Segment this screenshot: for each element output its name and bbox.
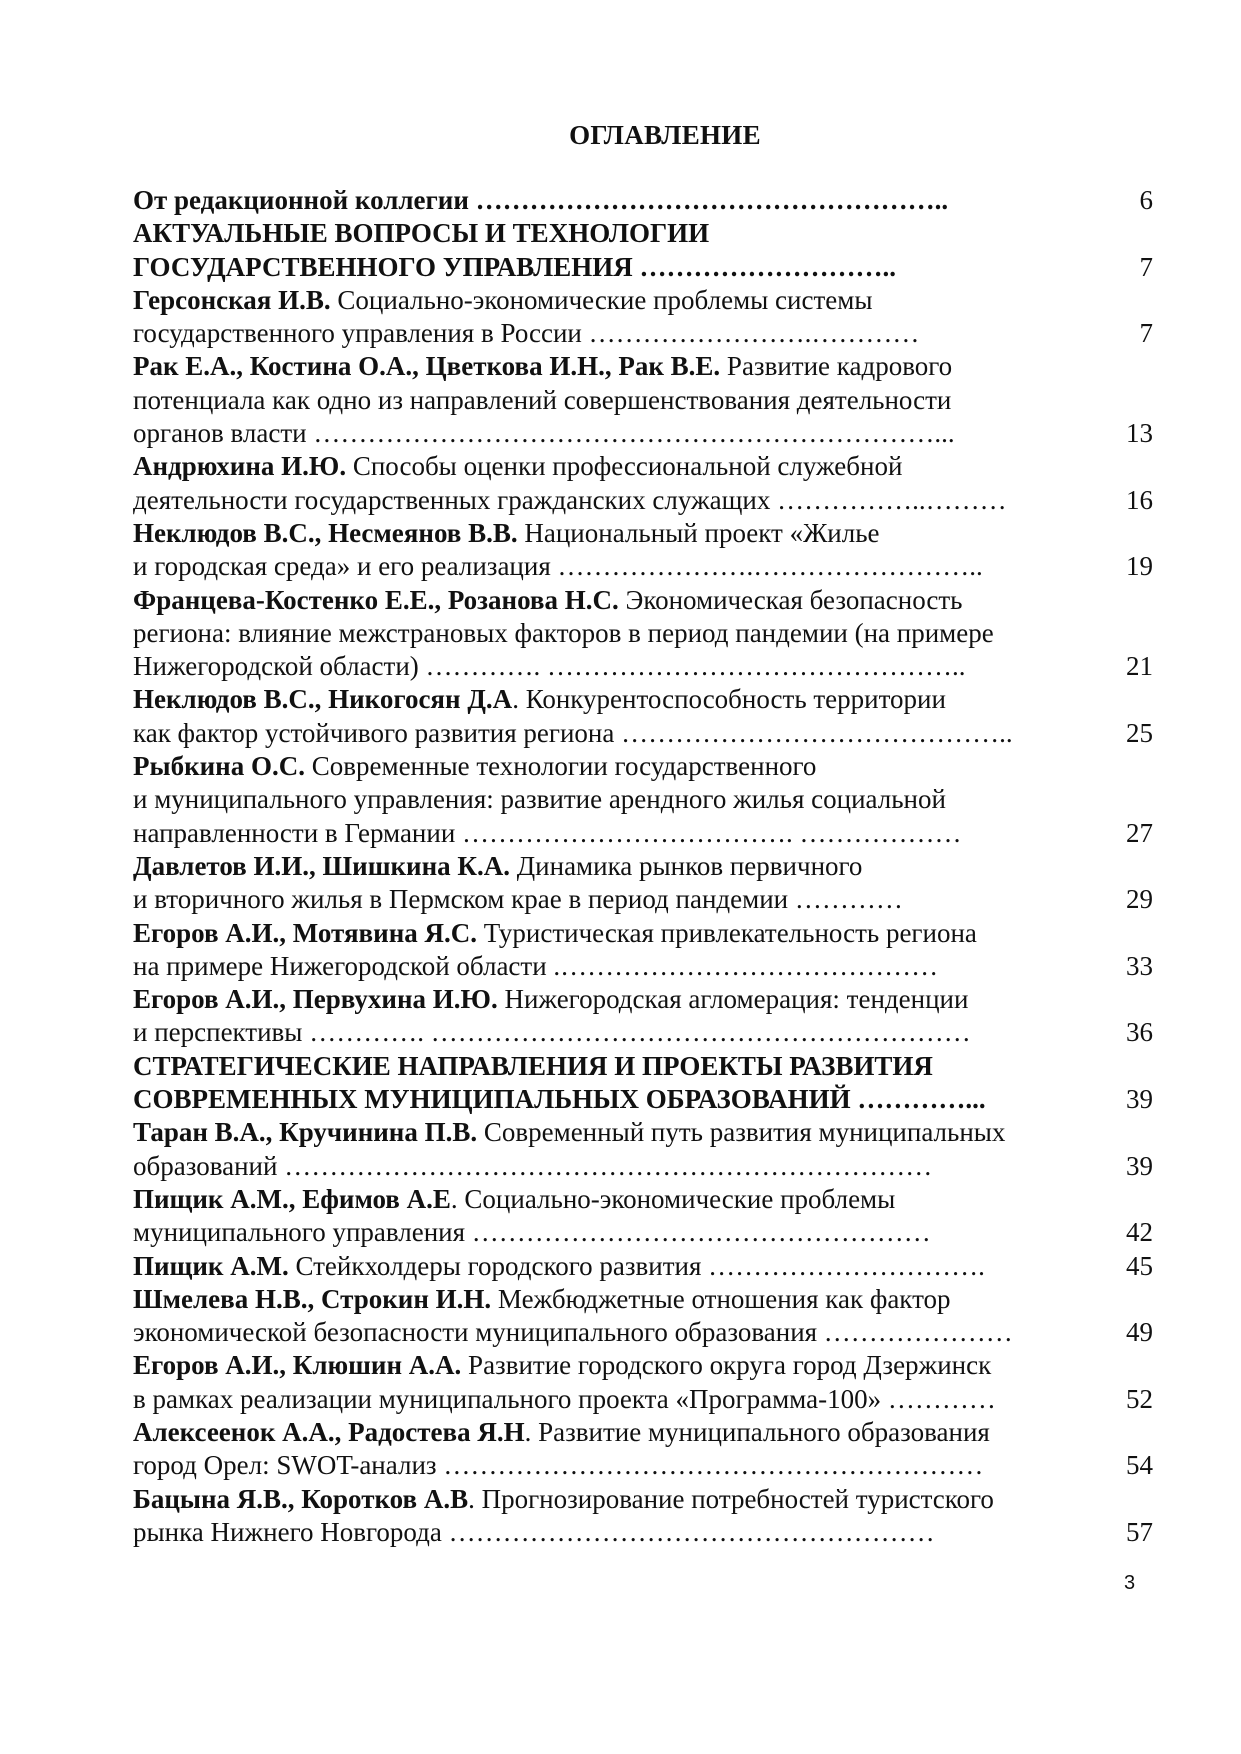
toc-line-text	[133, 850, 862, 883]
toc-line-text	[133, 1116, 1005, 1149]
toc-line-text	[133, 317, 919, 350]
toc-line	[133, 817, 1153, 850]
toc-title-text: Современный путь развития муниципальных	[477, 1117, 1006, 1148]
toc-line	[133, 750, 1153, 783]
toc-author-or-heading: Егоров А.И., Первухина И.Ю.	[133, 984, 498, 1015]
toc-line	[133, 584, 1153, 617]
toc-page-number: 33	[1126, 950, 1153, 981]
toc-author-or-heading: Алексеенок А.А., Радостева Я.Н	[133, 1416, 525, 1447]
toc-page-number: 36	[1126, 1017, 1153, 1048]
toc-title-text: . Развитие муниципального образования	[524, 1416, 990, 1447]
toc-line	[133, 983, 1153, 1016]
toc-line	[133, 184, 1153, 217]
toc-author-or-heading: Андрюхина И.Ю.	[133, 451, 347, 482]
toc-line-text	[133, 817, 962, 850]
toc-author-or-heading: Неклюдов В.С., Никогосян Д.А	[133, 684, 513, 715]
toc-line	[133, 517, 1153, 550]
toc-title-text: на примере Нижегородской области .……………………………………	[133, 950, 939, 981]
table-of-contents	[133, 184, 1153, 1549]
toc-author-or-heading: Шмелева Н.В., Строкин И.Н.	[133, 1283, 492, 1314]
toc-line	[133, 850, 1153, 883]
toc-title-text: государственного управления в России …………………….…………	[133, 318, 920, 349]
toc-line	[133, 883, 1153, 916]
toc-author-or-heading: Неклюдов В.С., Несмеянов В.В.	[133, 517, 518, 548]
toc-line-text	[133, 617, 994, 650]
toc-line	[133, 617, 1153, 650]
toc-page-number: 49	[1126, 1317, 1153, 1348]
toc-line-text	[133, 217, 709, 250]
toc-line	[133, 1050, 1153, 1083]
toc-line	[133, 1016, 1153, 1049]
toc-line-text	[133, 1150, 932, 1183]
toc-line	[133, 717, 1153, 750]
toc-line-text	[133, 1050, 933, 1083]
toc-author-or-heading: Пищик А.М.	[133, 1250, 289, 1281]
toc-line	[133, 1150, 1153, 1183]
toc-line	[133, 384, 1153, 417]
toc-title-text: образований ………………………………………………………………	[133, 1150, 933, 1181]
toc-line	[133, 1449, 1153, 1482]
toc-author-or-heading: Таран В.А., Кручинина П.В.	[133, 1117, 478, 1148]
toc-author-or-heading: Герсонская И.В.	[133, 284, 331, 315]
toc-line	[133, 550, 1153, 583]
toc-line-text	[133, 717, 1013, 750]
toc-line-text	[133, 251, 896, 284]
toc-line	[133, 650, 1153, 683]
toc-author-or-heading: ГОСУДАРСТВЕННОГО УПРАВЛЕНИЯ ………………………..	[133, 251, 896, 282]
toc-title-text: экономической безопасности муниципального образования …………………	[133, 1317, 1013, 1348]
toc-line-text	[133, 450, 902, 483]
toc-page-number: 39	[1126, 1150, 1153, 1181]
toc-title-text: органов власти ……………………………………………………………...	[133, 418, 955, 449]
toc-line-text	[133, 1483, 994, 1516]
toc-title-text: муниципального управления ……………………………………………	[133, 1217, 931, 1248]
toc-line-text	[133, 1383, 996, 1416]
toc-line-text	[133, 750, 816, 783]
toc-page-number: 39	[1126, 1084, 1153, 1115]
toc-title-text: Современные технологии государственного	[305, 751, 817, 782]
toc-line-text	[133, 650, 966, 683]
toc-title-text: Межбюджетные отношения как фактор	[491, 1283, 951, 1314]
toc-page-number: 21	[1126, 651, 1153, 682]
toc-line-text	[133, 1283, 951, 1316]
toc-line-text	[133, 1216, 931, 1249]
toc-line-text	[133, 350, 952, 383]
toc-author-or-heading: АКТУАЛЬНЫЕ ВОПРОСЫ И ТЕХНОЛОГИИ	[133, 218, 710, 249]
toc-line-text	[133, 417, 955, 450]
toc-line	[133, 1250, 1153, 1283]
toc-line-text	[133, 1083, 986, 1116]
page-number: 3	[1124, 1572, 1136, 1594]
toc-title-text: потенциала как одно из направлений совершенствования деятельности	[133, 384, 952, 415]
toc-author-or-heading: Францева-Костенко Е.Е., Розанова Н.С.	[133, 584, 619, 615]
toc-title-text: направленности в Германии ………………………………. ………………	[133, 817, 962, 848]
toc-line	[133, 217, 1153, 250]
toc-page-number: 45	[1126, 1250, 1153, 1281]
toc-title-text: Способы оценки профессиональной служебной	[346, 451, 903, 482]
toc-line-text	[133, 484, 1007, 517]
toc-line-text	[133, 1349, 991, 1382]
toc-line	[133, 317, 1153, 350]
toc-line	[133, 450, 1153, 483]
toc-line-text	[133, 184, 948, 217]
toc-line	[133, 1083, 1153, 1116]
toc-title-text: региона: влияние межстрановых факторов в период пандемии (на примере	[133, 617, 994, 648]
toc-line	[133, 683, 1153, 716]
toc-title-text: деятельности государственных гражданских служащих ……………..………	[133, 484, 1007, 515]
toc-page-number: 27	[1126, 817, 1153, 848]
toc-line-text	[133, 517, 880, 550]
toc-title-text: и муниципального управления: развитие арендного жилья социальной	[133, 784, 946, 815]
toc-title-text: как фактор устойчивого развития региона ……………………………………..	[133, 717, 1013, 748]
toc-line	[133, 484, 1153, 517]
toc-page-number: 54	[1126, 1450, 1153, 1481]
toc-line-text	[133, 917, 977, 950]
toc-author-or-heading: СТРАТЕГИЧЕСКИЕ НАПРАВЛЕНИЯ И ПРОЕКТЫ РАЗВИТИЯ	[133, 1050, 933, 1081]
toc-title-text: Динамика рынков первичного	[510, 850, 863, 881]
toc-line-text	[133, 550, 983, 583]
toc-line-text	[133, 983, 968, 1016]
toc-title-text: Экономическая безопасность	[618, 584, 963, 615]
toc-line	[133, 950, 1153, 983]
toc-line	[133, 350, 1153, 383]
toc-title-text: и вторичного жилья в Пермском крае в период пандемии …………	[133, 884, 903, 915]
toc-page-number: 16	[1126, 484, 1153, 515]
toc-title-text: и перспективы …………. ……………………………………………………	[133, 1017, 971, 1048]
toc-title-text: Развитие городского округа город Дзержинск	[461, 1350, 992, 1381]
toc-line-text	[133, 1016, 971, 1049]
toc-page-number: 57	[1126, 1516, 1153, 1547]
toc-line	[133, 1116, 1153, 1149]
toc-line	[133, 917, 1153, 950]
toc-author-or-heading: От редакционной коллегии ……………………………………………..	[133, 185, 949, 215]
toc-line-text	[133, 950, 938, 983]
toc-page-number: 7	[1139, 318, 1153, 349]
toc-title-text: город Орел: SWOT-анализ ……………………………………………………	[133, 1450, 984, 1481]
toc-title-text: и городская среда» и его реализация ………………….……………………..	[133, 551, 983, 582]
toc-author-or-heading: Давлетов И.И., Шишкина К.А.	[133, 850, 510, 881]
toc-author-or-heading: Егоров А.И., Мотявина Я.С.	[133, 917, 477, 948]
toc-line-text	[133, 1516, 935, 1549]
toc-line	[133, 1516, 1153, 1549]
toc-line	[133, 783, 1153, 816]
toc-page-number: 19	[1126, 551, 1153, 582]
toc-line	[133, 251, 1153, 284]
toc-author-or-heading: Рак Е.А., Костина О.А., Цветкова И.Н., Рак В.Е.	[133, 351, 721, 382]
toc-title-text: рынка Нижнего Новгорода ………………………………………………	[133, 1516, 935, 1547]
toc-title-text: Туристическая привлекательность региона	[477, 917, 977, 948]
toc-title-text: Нижегородская агломерация: тенденции	[497, 984, 969, 1015]
toc-title-text: Социально-экономические проблемы системы	[330, 284, 873, 315]
toc-line	[133, 1483, 1153, 1516]
toc-title-text: в рамках реализации муниципального проекта «Программа-100» …………	[133, 1383, 996, 1414]
toc-page-number: 13	[1126, 418, 1153, 449]
toc-line-text	[133, 883, 903, 916]
toc-line	[133, 417, 1153, 450]
toc-line	[133, 1216, 1153, 1249]
toc-line-text	[133, 783, 946, 816]
toc-page-number: 42	[1126, 1217, 1153, 1248]
toc-page-number: 52	[1126, 1383, 1153, 1414]
toc-line-text	[133, 284, 872, 317]
toc-line-text	[133, 683, 946, 716]
toc-title-text: Нижегородской области) …………. ………………………………………..	[133, 651, 966, 682]
toc-line	[133, 1283, 1153, 1316]
toc-author-or-heading: Егоров А.И., Клюшин А.А.	[133, 1350, 462, 1381]
page-title: ОГЛАВЛЕНИЕ	[569, 120, 761, 150]
toc-line	[133, 1383, 1153, 1416]
toc-line-text	[133, 1416, 990, 1449]
toc-line-text	[133, 1316, 1013, 1349]
toc-line-text	[133, 1183, 895, 1216]
toc-title-text: Национальный проект «Жилье	[517, 517, 880, 548]
toc-title-text: Развитие кадрового	[720, 351, 953, 382]
toc-line	[133, 1416, 1153, 1449]
toc-line-text	[133, 1250, 985, 1283]
toc-page-number: 7	[1139, 251, 1153, 282]
toc-line	[133, 1183, 1153, 1216]
toc-line-text	[133, 1449, 983, 1482]
toc-page-number: 6	[1139, 185, 1153, 215]
toc-page-number: 25	[1126, 717, 1153, 748]
toc-author-or-heading: Пищик А.М., Ефимов А.Е	[133, 1183, 451, 1214]
toc-author-or-heading: Рыбкина О.С.	[133, 751, 305, 782]
toc-line	[133, 284, 1153, 317]
toc-page-number: 29	[1126, 884, 1153, 915]
toc-title-text: Стейкхолдеры городского развития ………………………….	[288, 1250, 985, 1281]
toc-author-or-heading: СОВРЕМЕННЫХ МУНИЦИПАЛЬНЫХ ОБРАЗОВАНИЙ …………...	[133, 1084, 986, 1115]
toc-title-text: . Прогнозирование потребностей туристского	[468, 1483, 994, 1514]
toc-author-or-heading: Бацына Я.В., Коротков А.В	[133, 1483, 469, 1514]
toc-line-text	[133, 584, 962, 617]
toc-title-text: . Социально-экономические проблемы	[450, 1183, 896, 1214]
toc-line	[133, 1316, 1153, 1349]
toc-line-text	[133, 384, 951, 417]
toc-title-text: . Конкурентоспособность территории	[512, 684, 946, 715]
toc-line	[133, 1349, 1153, 1382]
